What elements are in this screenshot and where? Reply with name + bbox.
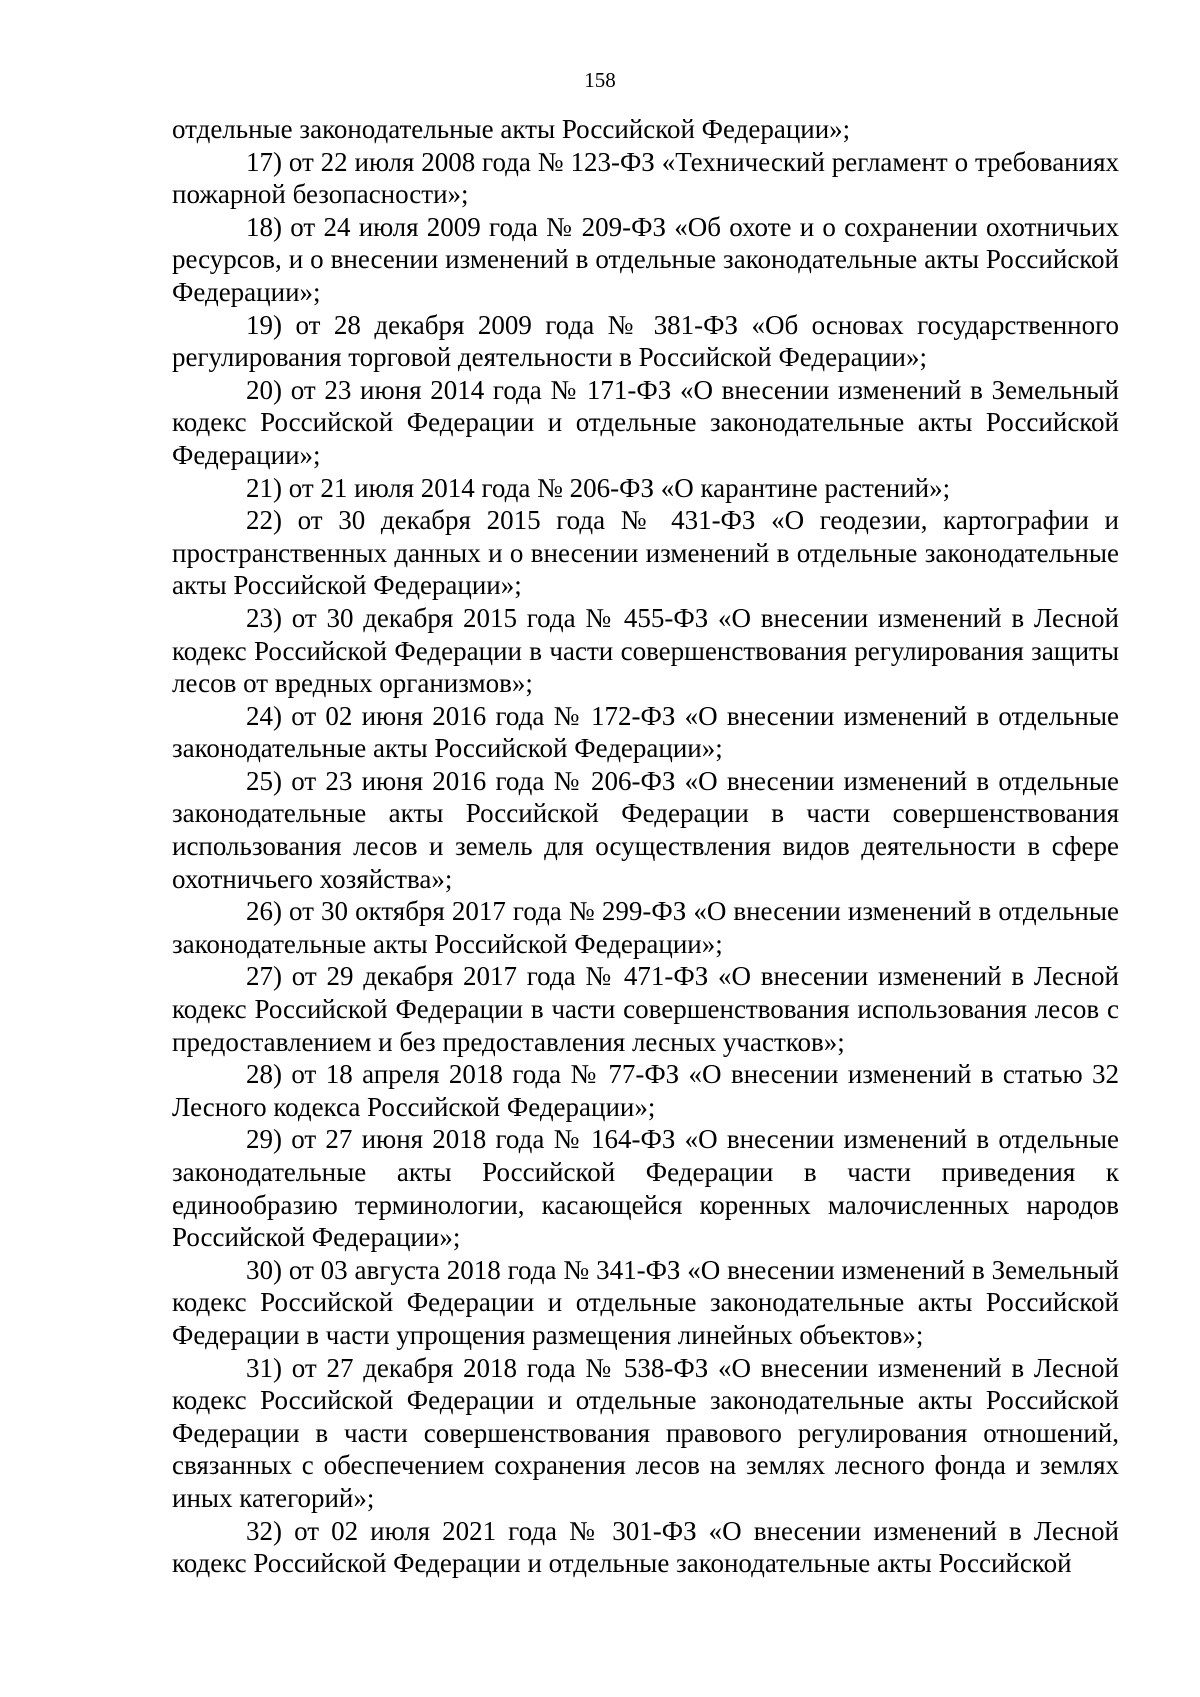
list-item-27: 27) от 29 декабря 2017 года № 471-ФЗ «О внесении изменений в Лесной кодекс Российской Федерации в части совершенствования использования лесов с предоставлением и без предоставления лесных участков»; [172,961,1119,1057]
list-item-26: 26) от 30 октября 2017 года № 299-ФЗ «О внесении изменений в отдельные законодательные акты Российской Федерации»; [172,896,1119,959]
list-item-29: 29) от 27 июня 2018 года № 164-ФЗ «О внесении изменений в отдельные законодательные акты Российской Федерации в части приведения к единообразию терминологии, касающейся коренных малочисленных народов Российской Федерации»; [172,1124,1119,1253]
paragraph-continuation: отдельные законодательные акты Российской Федерации»; [172,114,851,144]
list-item-20: 20) от 23 июня 2014 года № 171-ФЗ «О внесении изменений в Земельный кодекс Российской Федерации и отдельные законодательные акты Российской Федерации»; [172,374,1119,470]
list-item-23: 23) от 30 декабря 2015 года № 455-ФЗ «О внесении изменений в Лесной кодекс Российской Федерации в части совершенствования регулирования защиты лесов от вредных организмов»; [172,602,1119,699]
list-item-18: 18) от 24 июля 2009 года № 209-ФЗ «Об охоте и о сохранении охотничьих ресурсов, и о внесении изменений в отдельные законодательные акты Российской Федерации»; [172,211,1119,307]
page-number: 158 [584,68,616,92]
list-item-22: 22) от 30 декабря 2015 года № 431-ФЗ «О геодезии, картографии и пространственных данных и о внесении изменений в отдельные законодательные акты Российской Федерации»; [172,505,1119,601]
list-item-21: 21) от 21 июля 2014 года № 206-ФЗ «О карантине растений»; [246,472,951,503]
document-body [172,113,1119,1580]
list-item-28: 28) от 18 апреля 2018 года № 77-ФЗ «О внесении изменений в статью 32 Лесного кодекса Российской Федерации»; [172,1059,1119,1122]
list-item-30: 30) от 03 августа 2018 года № 341-ФЗ «О внесении изменений в Земельный кодекс Российской Федерации и отдельные законодательные акты Российской Федерации в части упрощения размещения линейных объектов»; [172,1254,1119,1350]
list-item-17: 17) от 22 июля 2008 года № 123-ФЗ «Технический регламент о требованиях пожарной безопасности»; [172,146,1119,210]
list-item-19: 19) от 28 декабря 2009 года № 381-ФЗ «Об основах государственного регулирования торговой деятельности в Российской Федерации»; [172,309,1119,373]
list-item-25: 25) от 23 июня 2016 года № 206-ФЗ «О внесении изменений в отдельные законодательные акты Российской Федерации в части совершенствования использования лесов и земель для осуществления видов деятельности в сфере охотничьего хозяйства»; [172,765,1119,894]
list-item-24: 24) от 02 июня 2016 года № 172-ФЗ «О внесении изменений в отдельные законодательные акты Российской Федерации»; [172,700,1119,764]
list-item-32: 32) от 02 июля 2021 года № 301-ФЗ «О внесении изменений в Лесной кодекс Российской Федерации и отдельные законодательные акты Российской [172,1515,1119,1579]
list-item-31: 31) от 27 декабря 2018 года № 538-ФЗ «О внесении изменений в Лесной кодекс Российской Федерации и отдельные законодательные акты Российской Федерации в части совершенствования правового регулирования отношений, связанных с обеспечением сохранения лесов на землях лесного фонда и землях иных категорий»; [172,1352,1119,1513]
